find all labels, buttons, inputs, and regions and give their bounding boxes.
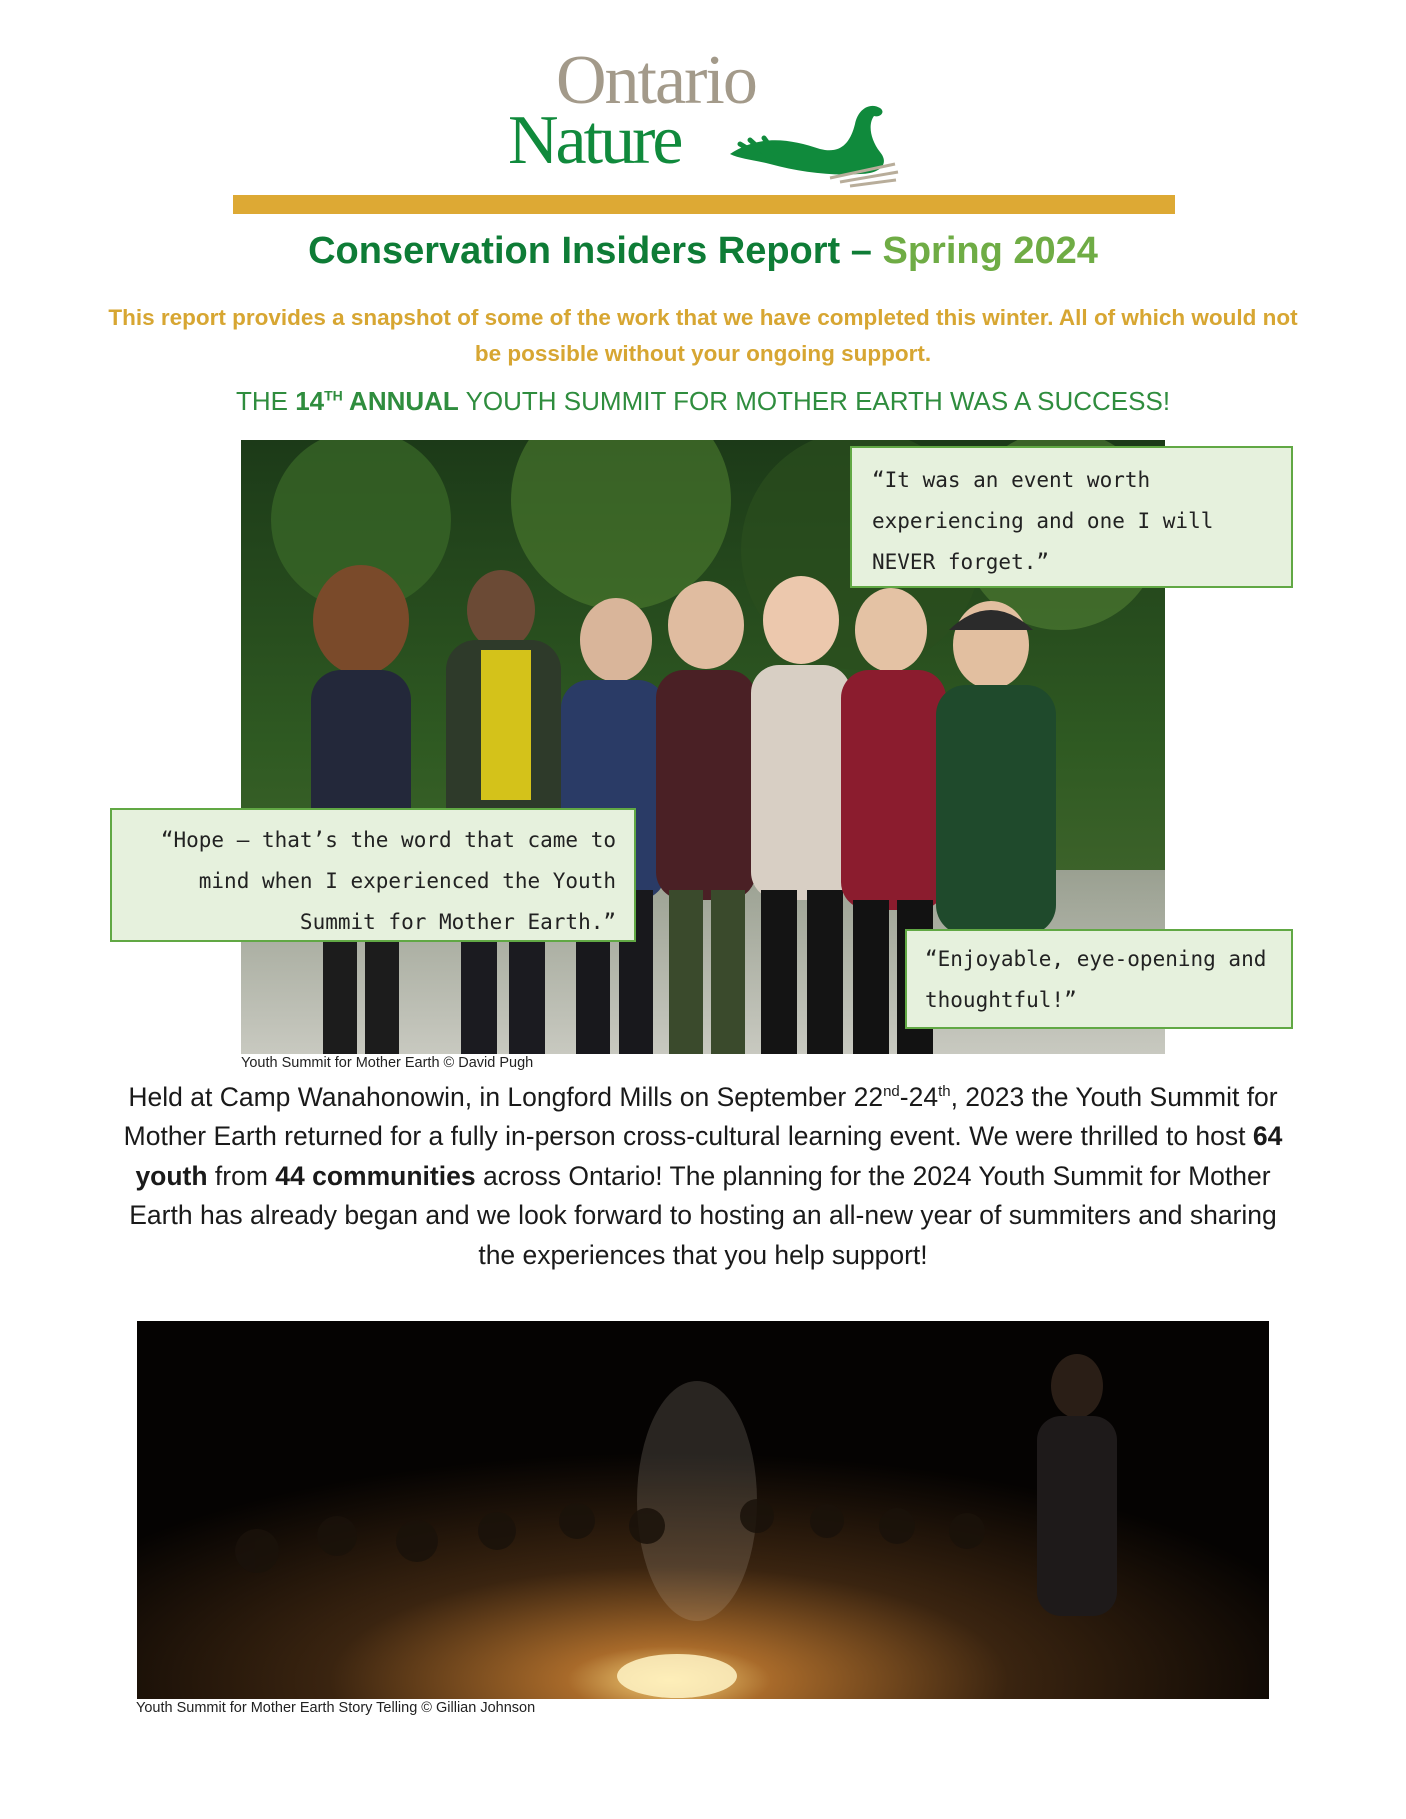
logo-word-ontario: Ontario bbox=[556, 42, 756, 119]
body-part-5: across Ontario! The planning for the 2024 Youth Summit for Mother Earth has already began and we look forward to hosting an all-new year of summiters and sharing the experiences that you help support! bbox=[129, 1160, 1277, 1270]
campfire-photo-illustration bbox=[137, 1321, 1269, 1699]
headline-post: YOUTH SUMMIT FOR MOTHER EARTH WAS A SUCCESS! bbox=[458, 386, 1171, 416]
report-title-year: Spring 2024 bbox=[882, 230, 1098, 272]
quote-box-2: “Hope – that’s the word that came to mind when I experienced the Youth Summit for Mother Earth.” bbox=[110, 808, 636, 942]
headline-number: 14 bbox=[295, 386, 325, 416]
photo1-caption: Youth Summit for Mother Earth © David Pugh bbox=[241, 1055, 534, 1071]
report-title bbox=[0, 230, 1406, 273]
headline-pre: THE bbox=[235, 386, 296, 416]
intro-text: This report provides a snapshot of some of the work that we have completed this winter. All of which would not be possible without your ongoing support. bbox=[108, 305, 1298, 366]
body-sup-1: nd bbox=[883, 1083, 900, 1100]
body-part-2: -24 bbox=[899, 1081, 939, 1112]
ontario-nature-logo bbox=[508, 42, 898, 186]
gold-divider bbox=[233, 195, 1175, 214]
body-part-3: , 2023 the Youth Summit for Mother Earth returned for a fully in-person cross-cultural learning event. We were thrilled to host bbox=[123, 1081, 1278, 1152]
body-part-4: from bbox=[207, 1160, 276, 1191]
section-headline bbox=[0, 386, 1406, 417]
campfire-photo bbox=[137, 1321, 1269, 1699]
logo-word-nature: Nature bbox=[508, 102, 681, 179]
photo2-caption: Youth Summit for Mother Earth Story Telling © Gillian Johnson bbox=[136, 1700, 536, 1716]
body-bold-youth: 64 youth bbox=[135, 1121, 1283, 1191]
headline-ordinal: TH bbox=[324, 387, 343, 404]
body-part-1: Held at Camp Wanahonowin, in Longford Mills on September 22 bbox=[128, 1081, 884, 1112]
report-title-main: Conservation Insiders Report – bbox=[308, 230, 883, 272]
loon-bird-icon bbox=[730, 94, 900, 194]
headline-annual: ANNUAL bbox=[342, 386, 459, 416]
body-paragraph bbox=[116, 1072, 1290, 1275]
body-sup-2: th bbox=[938, 1083, 951, 1100]
quote-box-3: “Enjoyable, eye-opening and thoughtful!” bbox=[905, 929, 1293, 1029]
body-bold-communities: 44 communities bbox=[275, 1160, 476, 1191]
quote-box-1: “It was an event worth experiencing and one I will NEVER forget.” bbox=[850, 446, 1293, 588]
